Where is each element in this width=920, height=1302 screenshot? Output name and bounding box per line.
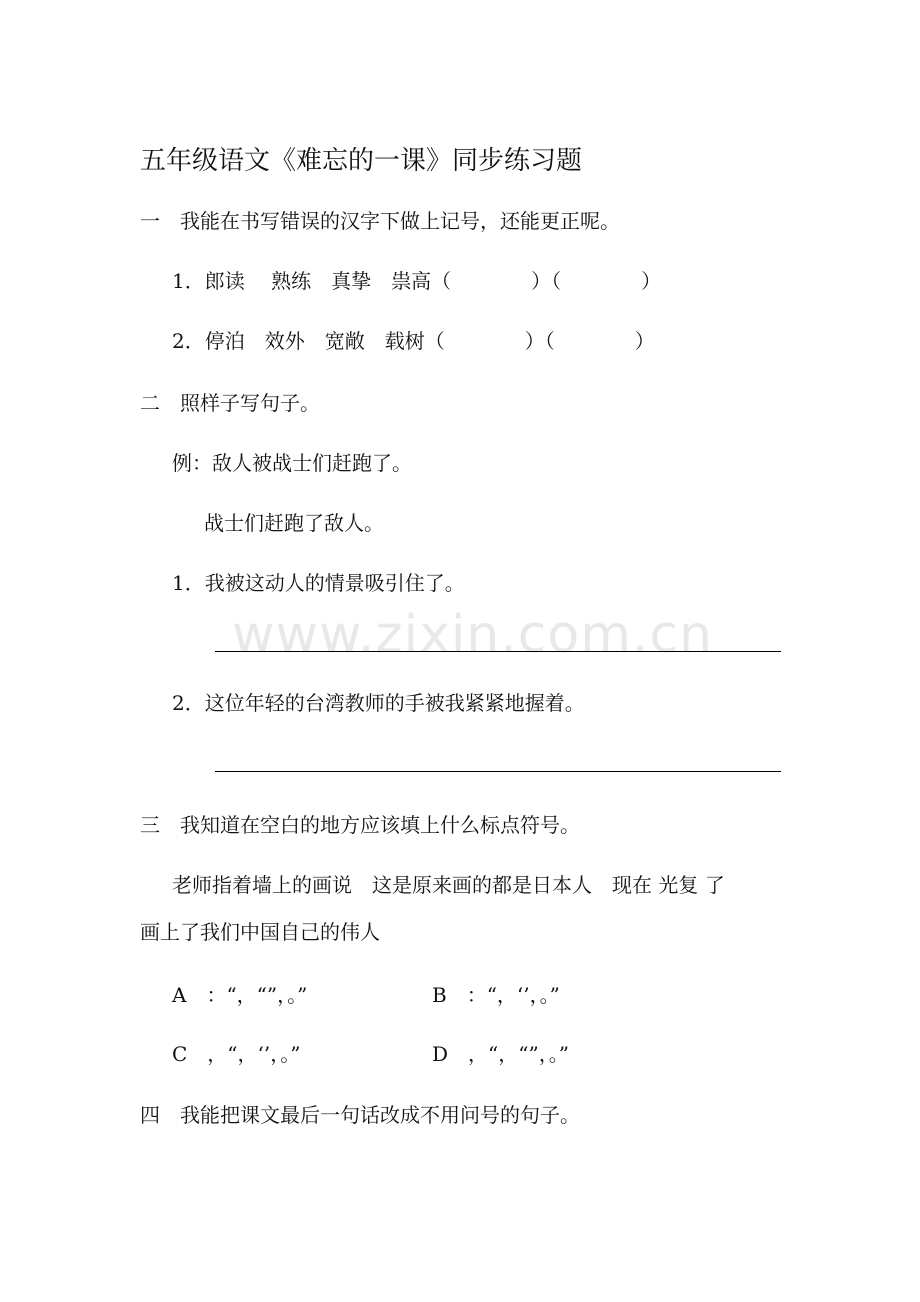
option-d: D ，“，“”，。” [432,1042,569,1066]
section-4-heading: 四 我能把课文最后一句话改成不用问号的句子。 [140,1103,580,1127]
answer-line-1[interactable] [215,651,781,652]
option-a: A ：“，“”，。” [172,983,308,1007]
section-1-item-2: 2．停泊 效外 宽敞 载树（ ）（ ） [172,329,655,353]
section-3-passage-line-2: 画上了我们中国自己的伟人 [140,920,380,944]
section-2-item-2: 2．这位年轻的台湾教师的手被我紧紧地握着。 [172,691,585,715]
page-title: 五年级语文《难忘的一课》同步练习题 [140,146,583,176]
watermark: www.zixin.com.cn [232,605,713,665]
option-c: C ，“，‘’，。” [172,1042,301,1066]
section-2-item-1: 1．我被这动人的情景吸引住了。 [172,571,465,595]
answer-line-2[interactable] [215,771,781,772]
section-2-example-sentence: 例：敌人被战士们赶跑了。 [172,451,412,475]
section-1-heading: 一 我能在书写错误的汉字下做上记号，还能更正呢。 [140,209,620,233]
section-1-item-1: 1．郎读 熟练 真挚 祟高（ ）（ ） [172,269,662,293]
section-2-example-rewrite: 战士们赶跑了敌人。 [204,511,384,535]
section-3-passage-line-1: 老师指着墙上的画说 这是原来画的都是日本人 现在 光复 了 [172,873,725,897]
option-b: B ：“，‘’，。” [432,983,560,1007]
section-3-heading: 三 我知道在空白的地方应该填上什么标点符号。 [140,813,580,837]
section-2-heading: 二 照样子写句子。 [140,391,320,415]
